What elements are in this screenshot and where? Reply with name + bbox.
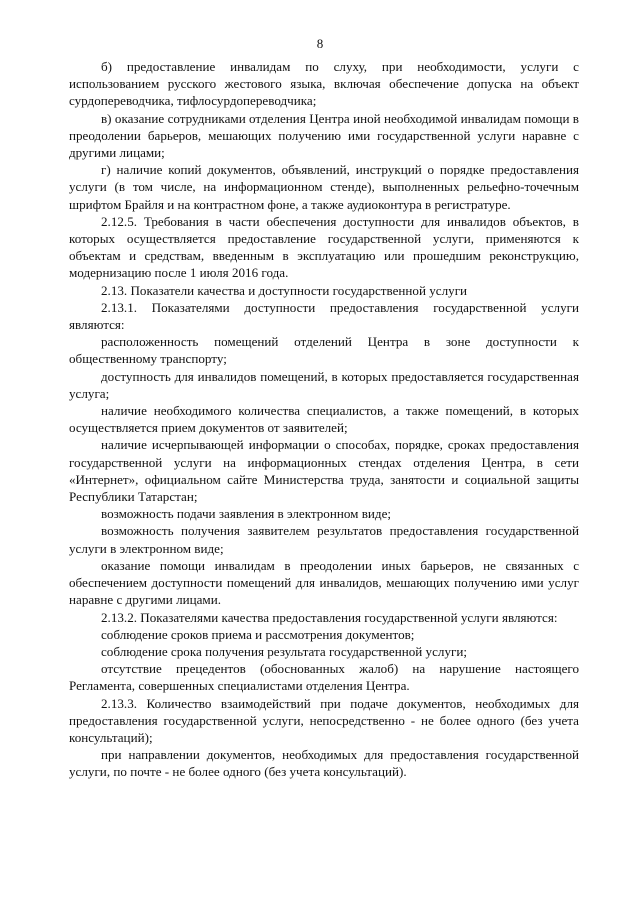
list-item-electronic-application: возможность подачи заявления в электронном виде; <box>101 506 392 522</box>
paragraph-staff-assistance: в) оказание сотрудниками отделения Центра иной необходимой инвалидам помощи в преодолении барьеров, мешающих получению ими государственной услуги наравне с другими лицами; <box>69 110 579 161</box>
section-heading-2-13: 2.13. Показатели качества и доступности государственной услуги <box>101 282 468 298</box>
paragraph-braille-copies: г) наличие копий документов, объявлений, инструкций о порядке предоставления услуги (в том числе, на информационном стенде), выполненных рельефно-точечным шрифтом Брайля и на контрастном фоне, а также аудиоконтура в регистратуре. <box>69 162 579 212</box>
list-item-postal-submission: при направлении документов, необходимых для предоставления государственной услуги, по почте - не более одного (без учета консультаций). <box>69 747 579 780</box>
paragraph-2-13-3: 2.13.3. Количество взаимодействий при подаче документов, необходимых для предоставления государственной услуги, непосредственно - не более одного (без учета консультаций); <box>69 695 579 745</box>
list-item-electronic-result: возможность получения заявителем результатов предоставления государственной услуги в электронном виде; <box>69 523 579 556</box>
list-item-barrier-assistance: оказание помощи инвалидам в преодолении иных барьеров, не связанных с обеспечением доступности помещений для инвалидов, мешающих получению ими услуг наравне с другими лицами. <box>69 557 579 608</box>
page-number: 8 <box>316 36 324 51</box>
list-item-information: наличие исчерпывающей информации о способах, порядке, сроках предоставления государственной услуги на информационных стендах отделения Центра, в сети «Интернет», официальном сайте Министерства труда, занятости и социальной защиты Республики Татарстан; <box>69 437 579 505</box>
paragraph-2-12-5: 2.12.5. Требования в части обеспечения доступности для инвалидов объектов, в которых осуществляется предоставление государственной услуги, применяются к объектам и средствам, введенным в эксплуатацию или прошедшим реконструкцию, модернизацию после 1 июля 2016 года. <box>69 213 579 281</box>
paragraph-2-13-2: 2.13.2. Показателями качества предоставления государственной услуги являются: <box>101 609 558 625</box>
paragraph-2-13-1: 2.13.1. Показателями доступности предоставления государственной услуги являются: <box>69 299 579 333</box>
paragraph-sign-language: б) предоставление инвалидам по слуху, при необходимости, услуги с использованием русского жестового языка, включая обеспечение допуска на объект сурдопереводчика, тифлосурдопереводчика; <box>69 59 579 109</box>
list-item-no-complaints: отсутствие прецедентов (обоснованных жалоб) на нарушение настоящего Регламента, совершенных специалистами отделения Центра. <box>69 661 579 694</box>
list-item-disabled-access: доступность для инвалидов помещений, в которых предоставляется государственная услуга; <box>69 368 579 401</box>
list-item-specialists: наличие необходимого количества специалистов, а также помещений, в которых осуществляется прием документов от заявителей; <box>69 403 579 436</box>
list-item-review-deadlines: соблюдение сроков приема и рассмотрения документов; <box>101 626 415 642</box>
list-item-transport-access: расположенность помещений отделений Центра в зоне доступности к общественному транспорту; <box>69 334 579 367</box>
list-item-result-deadline: соблюдение срока получения результата государственной услуги; <box>101 643 468 659</box>
document-body <box>69 58 579 781</box>
